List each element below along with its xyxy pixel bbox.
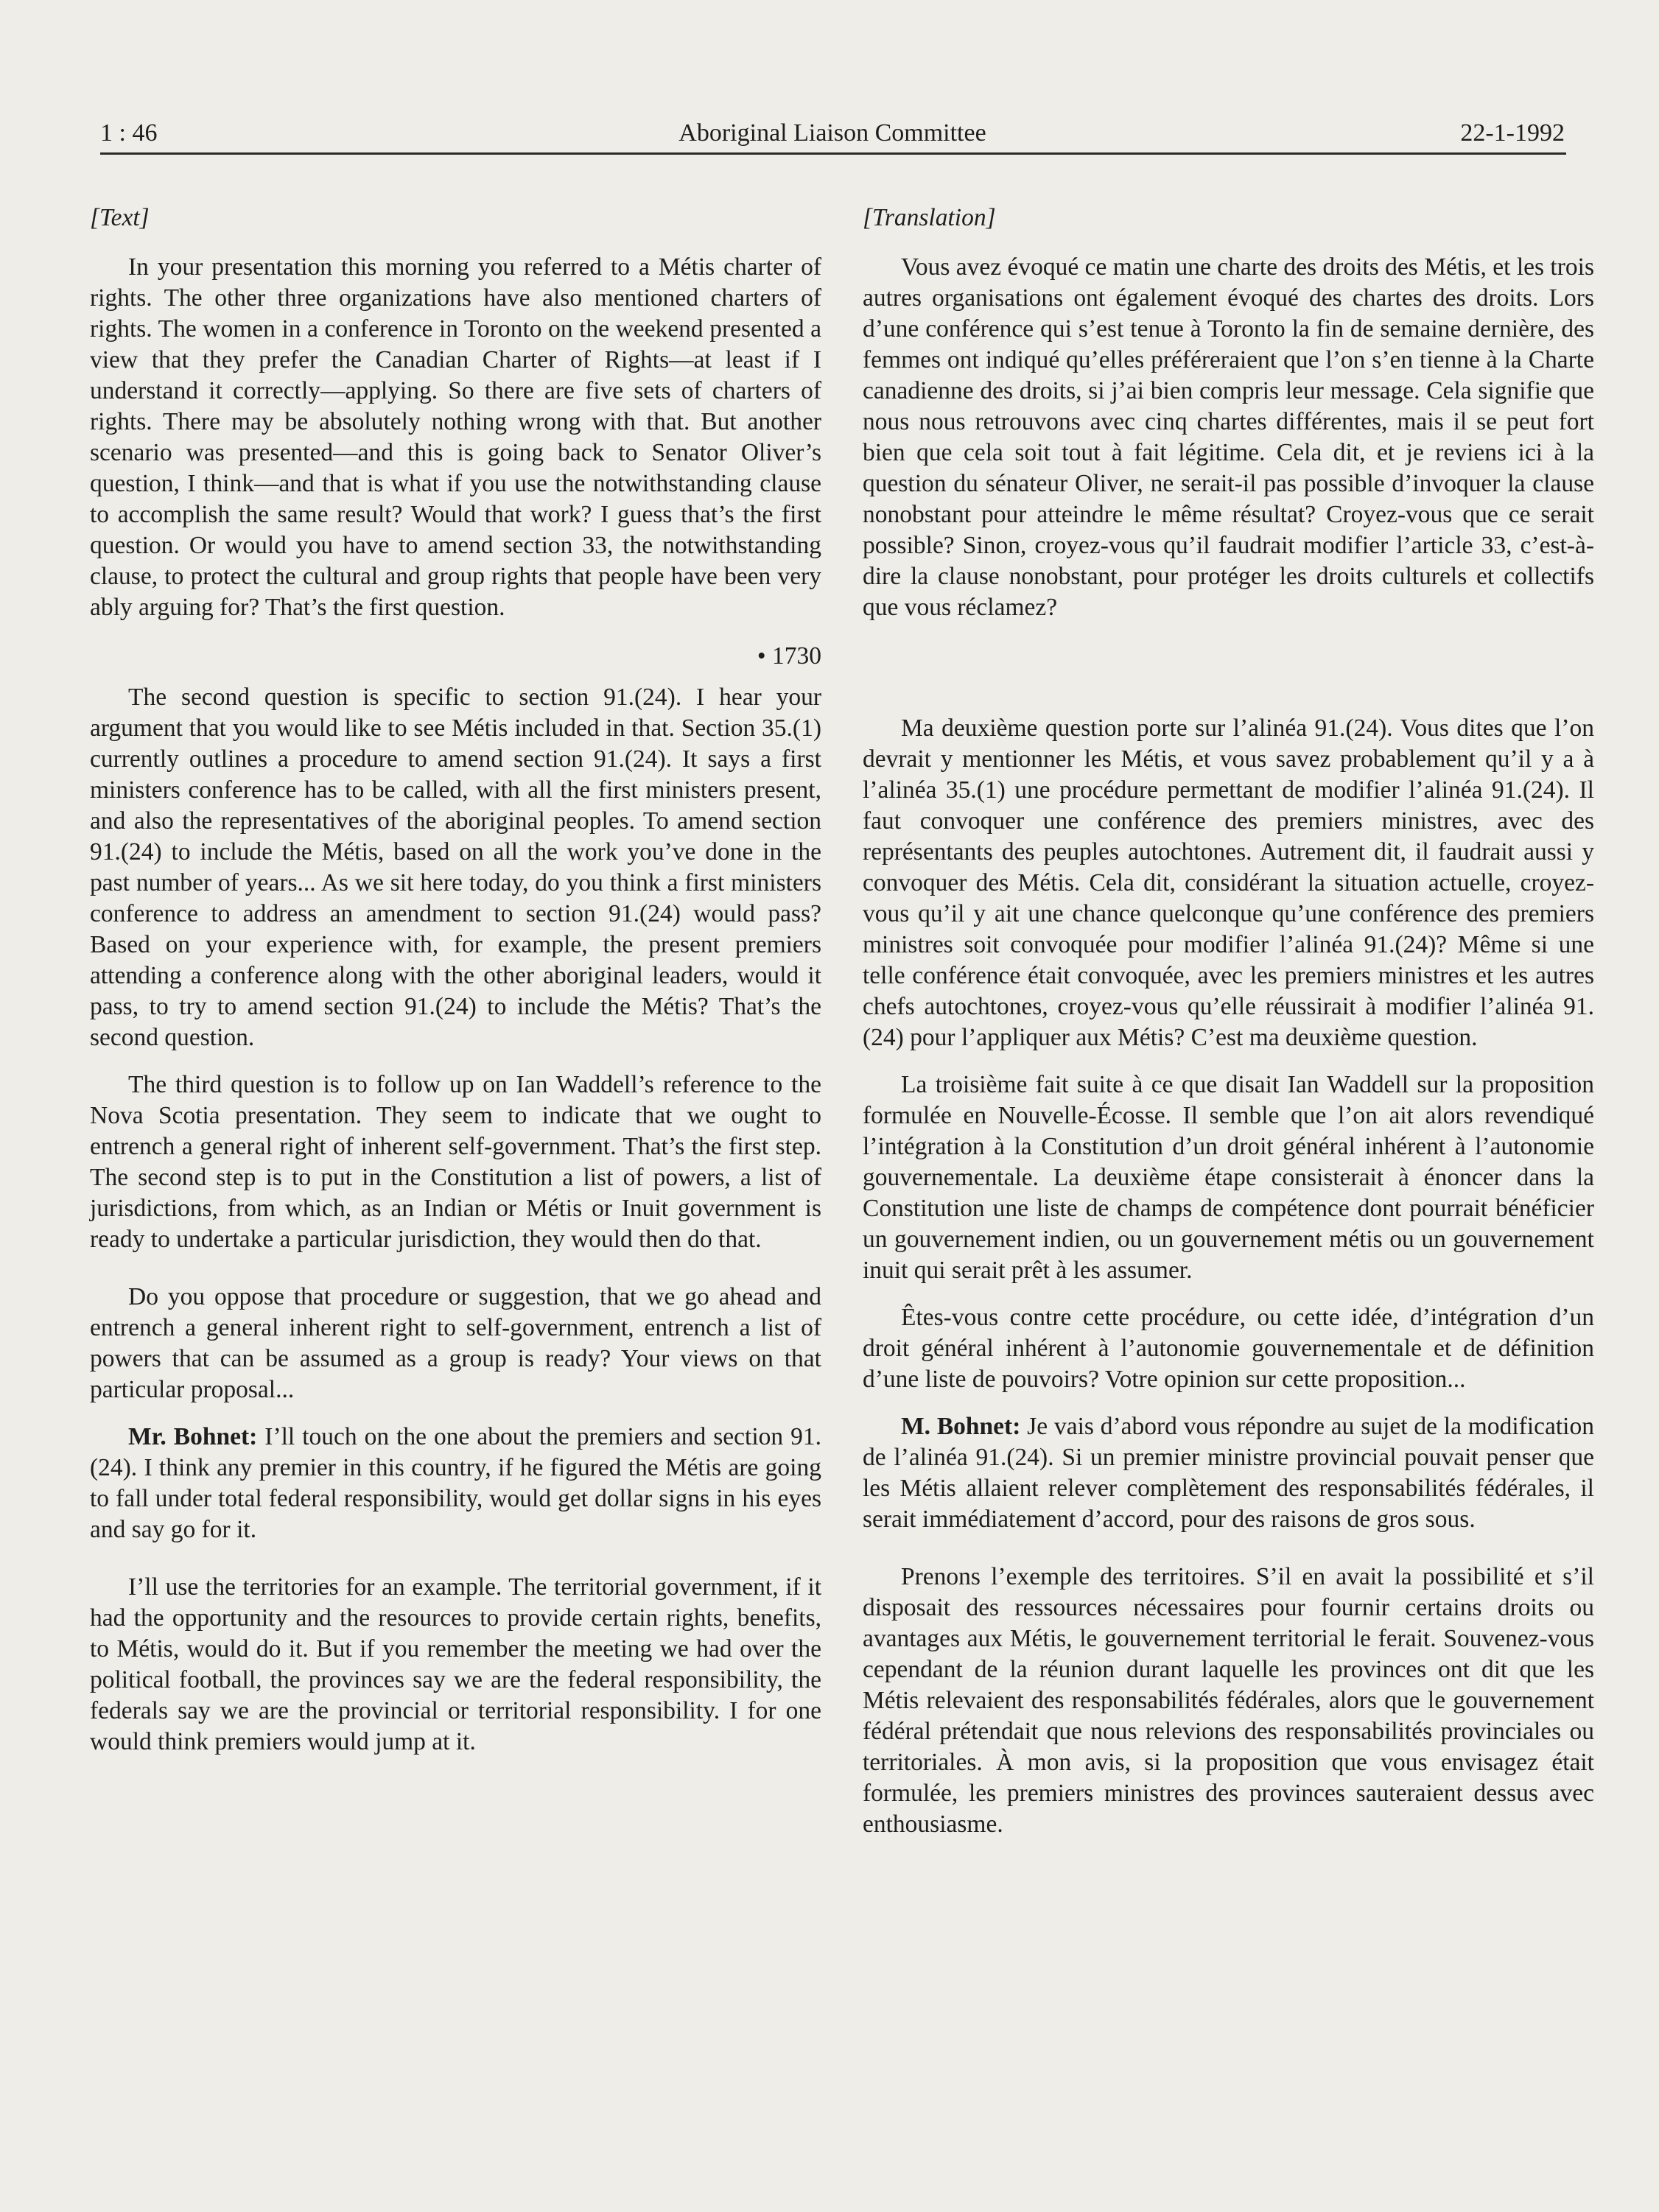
- timestamp: • 1730: [757, 642, 821, 670]
- paragraph-1: In your presentation this morning you referred to a Métis charter of rights. The other three organizations have also mentioned charters of rights. The women in a conference in Toronto on the weekend presented a view that they prefer the Canadian Charter of Rights—at least if I understand it correctly—applying. So there are five sets of charters of rights. There may be absolutely nothing wrong with that. But another scenario was presented—and this is going back to Senator Oliver’s question, I think—and that is what if you use the notwithstanding clause to accomplish the same result? Would that work? I guess that’s the first question. Or would you have to amend section 33, the notwithstanding clause, to protect the cultural and group rights that people have been very ably arguing for? That’s the first question.: [90, 253, 821, 621]
- paragraph-6: I’ll use the territories for an example. The territorial government, if it had the opportunity and the resources to provide certain rights, benefits, to Métis, would do it. But if you remember the meeting we had over the political football, the provinces say we are the federal responsibility, the federals say we are the provincial or territorial responsibility. I for one would think premiers would jump at it.: [90, 1573, 821, 1755]
- paragraph-2: Ma deuxième question porte sur l’alinéa 91.(24). Vous dites que l’on devrait y mentionner les Métis, et vous savez probablement qu’il y a à l’alinéa 35.(1) une procédure permettant de modifier l’alinéa 91.(24). Il faut convoquer une conférence des premiers ministres, avec des représentants des peuples autochtones. Autrement dit, il faudrait aussi y convoquer des Métis. Cela dit, considérant la situation actuelle, croyez-vous qu’il y ait une chance quelconque qu’une conférence des premiers ministres soit convoquée pour modifier l’alinéa 91.(24)? Même si une telle conférence était convoquée, avec les premiers ministres et les autres chefs autochtones, croyez-vous qu’elle réussirait à modifier l’alinéa 91.(24) pour l’appliquer aux Métis? C’est ma deuxième question.: [863, 714, 1594, 1051]
- speaker-text: I’ll touch on the one about the premiers and section 91.(24). I think any premier in this country, if he figured the Métis are going to fall under total federal responsibility, would get dollar signs in his eyes and say go for it.: [90, 1423, 821, 1543]
- english-column: [90, 203, 821, 1758]
- translation-label: [Translation]: [863, 204, 996, 231]
- paragraph-2: The second question is specific to section 91.(24). I hear your argument that you would like to see Métis included in that. Section 35.(1) currently outlines a procedure to amend section 91.(24). It says a first ministers conference has to be called, with all the first ministers present, and also the representatives of the aboriginal peoples. To amend section 91.(24) to include the Métis, based on all the work you’ve done in the past number of years... As we sit here today, do you think a first ministers conference to address an amendment to section 91.(24) would pass? Based on your experience with, for example, the present premiers attending a conference along with the other aboriginal leaders, would it pass, to try to amend section 91.(24) to include the Métis? That’s the second question.: [90, 684, 821, 1051]
- speaker-name: M. Bohnet:: [901, 1413, 1021, 1440]
- paragraph-4: Do you oppose that procedure or suggestion, that we go ahead and entrench a general inherent right to self-government, entrench a list of powers that can be assumed as a group is ready? Your views on that particular proposal...: [90, 1283, 821, 1403]
- paragraph-4: Êtes-vous contre cette procédure, ou cette idée, d’intégration d’un droit général inhérent à l’autonomie gouvernementale et de définition d’une liste de pouvoirs? Votre opinion sur cette proposition...: [863, 1304, 1594, 1393]
- paragraph-1: Vous avez évoqué ce matin une charte des droits des Métis, et les trois autres organisations ont également évoqué des chartes des droits. Lors d’une conférence qui s’est tenue à Toronto la fin de semaine dernière, des femmes ont indiqué qu’elles préféreraient que l’on s’en tienne à la Charte canadienne des droits, si j’ai bien compris leur message. Cela signifie que nous nous retrouvons avec cinq chartes différentes, mais il se peut fort bien que cela soit tout à fait légitime. Cela dit, et je reviens ici à la question du sénateur Oliver, ne serait-il pas possible d’invoquer la clause nonobstant pour atteindre le même résultat? Croyez-vous que ce serait possible? Sinon, croyez-vous qu’il faudrait modifier l’article 33, c’est-à-dire la clause nonobstant, pour protéger les droits culturels et collectifs que vous réclamez?: [863, 253, 1594, 621]
- french-column: [863, 203, 1594, 1840]
- paragraph-3: La troisième fait suite à ce que disait Ian Waddell sur la proposition formulée en Nouvelle-Écosse. Il semble que l’on ait alors revendiqué l’intégration à la Constitution d’un droit général inhérent à l’autonomie gouvernementale. La deuxième étape consisterait à énoncer dans la Constitution une liste de champs de compétence dont pourrait bénéficier un gouvernement indien, ou un gouvernement métis ou un gouvernement inuit qui serait prêt à les assumer.: [863, 1071, 1594, 1284]
- speaker-text: Je vais d’abord vous répondre au sujet de la modification de l’alinéa 91.(24). Si un premier ministre provincial pouvait penser que les Métis allaient relever complètement des responsabilités fédérales, il serait immédiatement d’accord, pour des raisons de gros sous.: [863, 1413, 1594, 1533]
- paragraph-3: The third question is to follow up on Ian Waddell’s reference to the Nova Scotia presentation. They seem to indicate that we ought to entrench a general right of inherent self-government. That’s the first step. The second step is to put in the Constitution a list of powers, a list of jurisdictions, from which, as an Indian or Métis or Inuit government is ready to undertake a particular jurisdiction, they would then do that.: [90, 1071, 821, 1253]
- paragraph-5: [863, 1411, 1594, 1535]
- committee-title: Aboriginal Liaison Committee: [678, 119, 986, 147]
- text-label: [Text]: [90, 204, 150, 231]
- paragraph-5: [90, 1422, 821, 1545]
- header-rule: [100, 152, 1566, 155]
- speaker-name: Mr. Bohnet:: [128, 1423, 258, 1450]
- page-date: 22-1-1992: [1460, 119, 1565, 147]
- page-number: 1 : 46: [100, 119, 158, 147]
- paragraph-6: Prenons l’exemple des territoires. S’il en avait la possibilité et s’il disposait des ressources nécessaires pour fournir certains droits ou avantages aux Métis, le gouvernement territorial le ferait. Souvenez-vous cependant de la réunion durant laquelle les provinces ont dit que les Métis relevaient des responsabilités fédérales, alors que le gouvernement fédéral prétendait que nous relevions des responsabilités provinciales ou territoriales. À mon avis, si la proposition que vous envisagez était formulée, les premiers ministres des provinces sauteraient dessus avec enthousiasme.: [863, 1563, 1594, 1838]
